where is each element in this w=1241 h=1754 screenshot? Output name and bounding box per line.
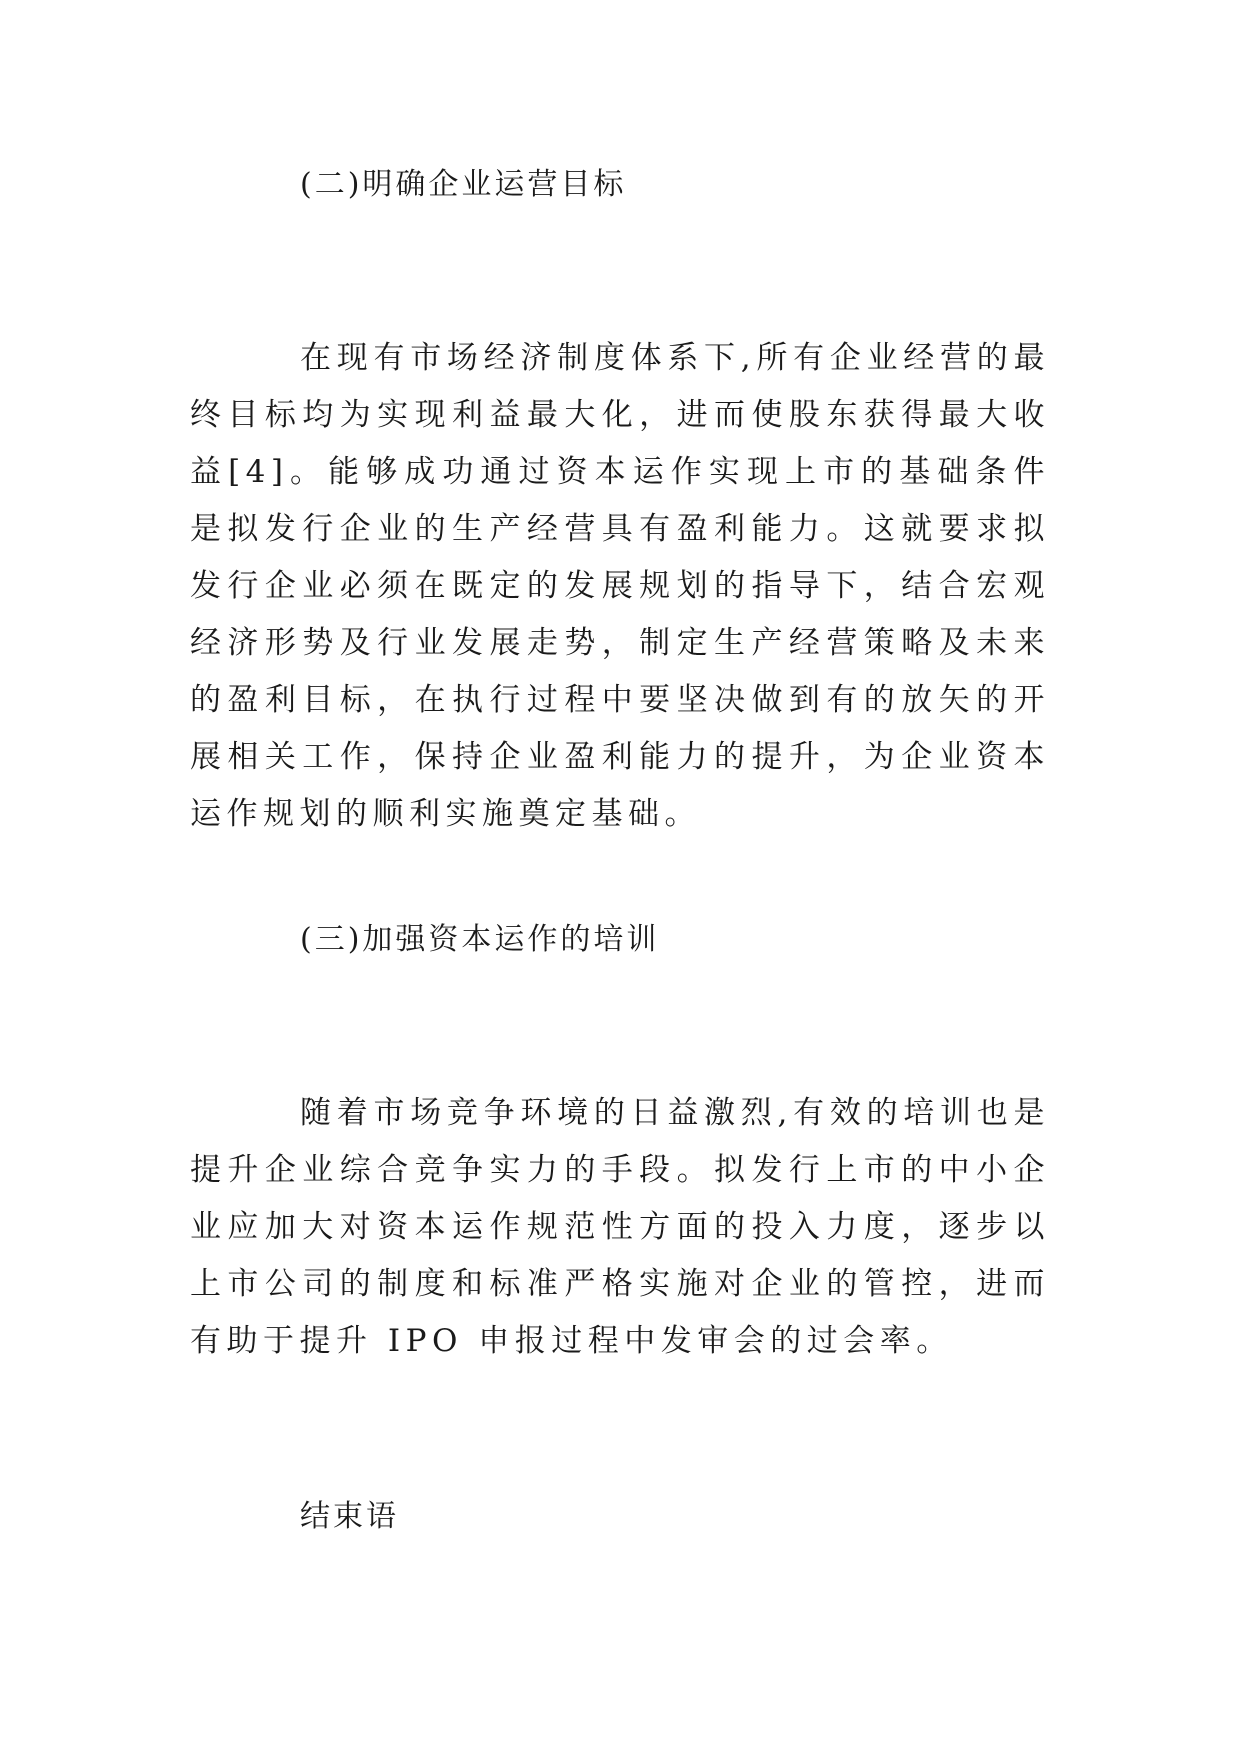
section-paragraph: 随着市场竞争环境的日益激烈,有效的培训也是提升企业综合竞争实力的手段。拟发行上市的中小企业应加大对资本运作规范性方面的投入力度，逐步以上市公司的制度和标准严格实施对企业的管控，进而有助于提升 IPO 申报过程中发审会的过会率。 [190, 1095, 1050, 1359]
section-heading: (三)加强资本运作的培训 [300, 922, 660, 957]
conclusion-heading: 结束语 [300, 1499, 399, 1534]
section-paragraph: 在现有市场经济制度体系下,所有企业经营的最终目标均为实现利益最大化，进而使股东获得最大收益[4]。能够成功通过资本运作实现上市的基础条件是拟发行企业的生产经营具有盈利能力。这就要求拟发行企业必须在既定的发展规划的指导下，结合宏观经济形势及行业发展走势，制定生产经营策略及未来的盈利目标，在执行过程中要坚决做到有的放矢的开展相关工作，保持企业盈利能力的提升，为企业资本运作规划的顺利实施奠定基础。 [190, 340, 1050, 832]
section-heading: (二)明确企业运营目标 [300, 167, 627, 202]
